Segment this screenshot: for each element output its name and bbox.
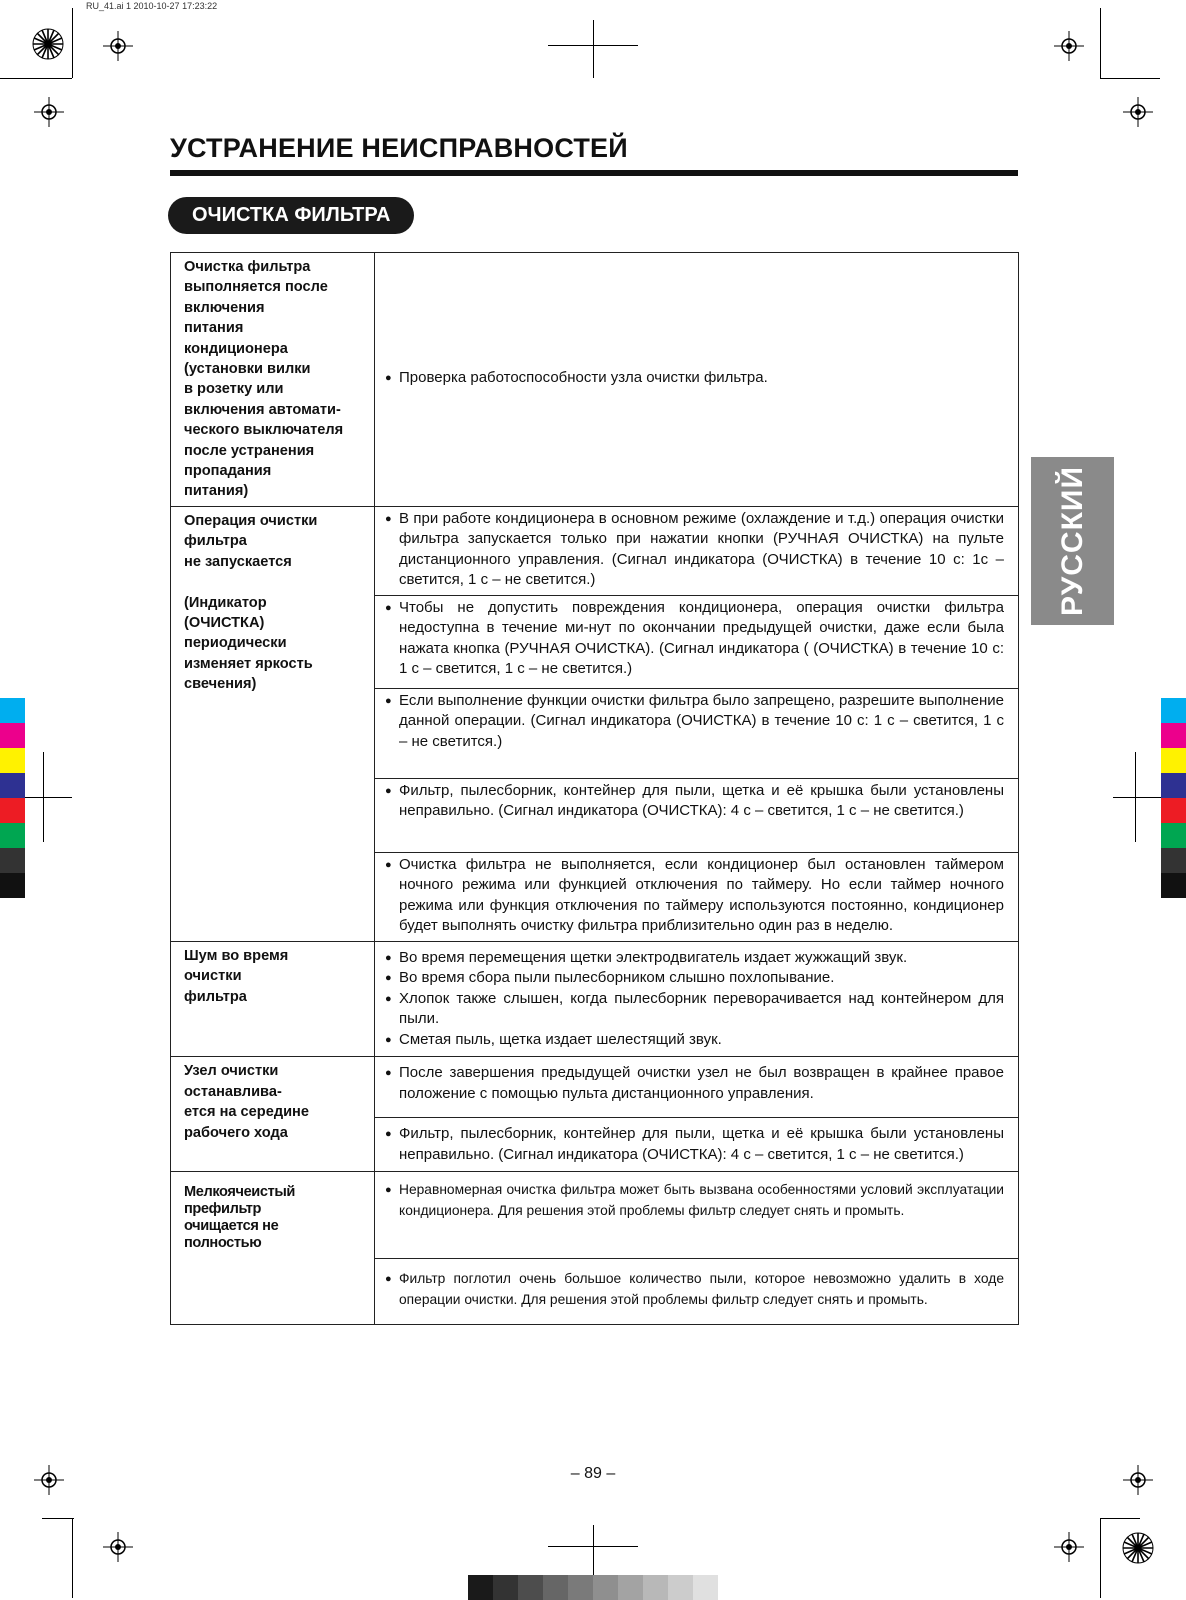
cause-cell bbox=[375, 506, 1019, 941]
condition-text: Операция очистки фильтра не запускается (Индикатор (ОЧИСТКА) периодически изменяет яркость свечения) bbox=[184, 512, 318, 693]
cause-item: ● Хлопок также слышен, когда пылесборник переворачивается над контейнером для пыли. bbox=[385, 989, 1004, 1030]
color-swatch bbox=[1161, 848, 1186, 873]
bullet-icon: ● bbox=[385, 1128, 392, 1141]
crop-mark bbox=[1100, 8, 1101, 78]
cause-list bbox=[375, 942, 1018, 1057]
gray-swatch bbox=[593, 1575, 618, 1600]
section-heading: ОЧИСТКА ФИЛЬТРА bbox=[168, 197, 414, 234]
crop-mark bbox=[1100, 78, 1160, 79]
bullet-icon: ● bbox=[385, 372, 392, 385]
color-swatch bbox=[1161, 748, 1186, 773]
gray-swatch bbox=[568, 1575, 593, 1600]
color-calibration-bar-right bbox=[1161, 698, 1186, 898]
cause-cell bbox=[375, 1057, 1019, 1172]
target-mark-icon bbox=[1054, 31, 1084, 61]
condition-text: Шум во время очистки фильтра bbox=[184, 947, 289, 1005]
registration-mark-icon bbox=[32, 28, 64, 60]
target-mark-icon bbox=[103, 31, 133, 61]
color-swatch bbox=[1161, 798, 1186, 823]
bullet-icon: ● bbox=[385, 1273, 392, 1286]
cause-item: ● Фильтр поглотил очень большое количество пыли, которое невозможно удалить в ходе операции очистки. Для решения этой проблемы фильтр следует снять и промыть. bbox=[375, 1258, 1018, 1324]
color-swatch bbox=[1161, 773, 1186, 798]
bullet-icon: ● bbox=[385, 784, 392, 797]
target-mark-icon bbox=[1054, 1532, 1084, 1562]
crop-mark bbox=[72, 8, 73, 78]
cause-item: ● Очистка фильтра не выполняется, если кондиционер был остановлен таймером ночного режима или функцией отключения по таймеру. Но если таймер ночного режима или функция отключения по таймеру используются постоянно, кондиционер будет выполнять очистку фильтра приблизительно один раз в неделю. bbox=[375, 852, 1018, 941]
page-number: – 89 – bbox=[570, 1465, 616, 1482]
color-calibration-bar-left bbox=[0, 698, 25, 898]
color-swatch bbox=[1161, 698, 1186, 723]
color-swatch bbox=[1161, 723, 1186, 748]
bullet-icon: ● bbox=[385, 951, 392, 964]
cause-item: ● Проверка работоспособности узла очистки фильтра. bbox=[375, 366, 1018, 393]
gray-swatch bbox=[518, 1575, 543, 1600]
table-row bbox=[171, 1057, 1019, 1172]
cause-item: ● Во время перемещения щетки электродвигатель издает жужжащий звук. bbox=[385, 948, 1004, 969]
condition-text: Мелкоячеистый префильтр очищается не полностью bbox=[184, 1184, 295, 1252]
cause-item: ● Неравномерная очистка фильтра может быть вызвана особенностями условий эксплуатации кондиционера. Для решения этой проблемы фильтр следует снять и промыть. bbox=[375, 1172, 1018, 1258]
crop-mark bbox=[42, 1518, 74, 1519]
cause-item: ● Чтобы не допустить повреждения кондиционера, операция очистки фильтра недоступна в течение ми-нут по окончании предыдущей очистки, даже если была нажата кнопка (РУЧНАЯ ОЧИСТКА). (Сигнал индикатора ( (ОЧИСТКА) в течение 10 с: 1 с – светится, 1 с – не светится.) bbox=[375, 595, 1018, 688]
bullet-icon: ● bbox=[385, 694, 392, 707]
condition-cell bbox=[171, 253, 375, 507]
condition-cell bbox=[171, 506, 375, 941]
condition-cell bbox=[171, 1172, 375, 1325]
table-row bbox=[171, 253, 1019, 507]
gray-swatch bbox=[493, 1575, 518, 1600]
condition-text: Узел очистки останавлива- ется на середине рабочего хода bbox=[184, 1063, 309, 1141]
gray-calibration-bar bbox=[468, 1575, 718, 1600]
bullet-icon: ● bbox=[385, 992, 392, 1005]
crop-mark bbox=[1100, 1518, 1101, 1598]
gray-swatch bbox=[543, 1575, 568, 1600]
bullet-icon: ● bbox=[385, 858, 392, 871]
title-rule bbox=[170, 170, 1018, 176]
gray-swatch bbox=[643, 1575, 668, 1600]
target-mark-icon bbox=[34, 97, 64, 127]
cause-item: ● Сметая пыль, щетка издает шелестящий звук. bbox=[385, 1030, 1004, 1051]
center-mark bbox=[1135, 752, 1136, 842]
print-header: RU_41.ai 1 2010-10-27 17:23:22 bbox=[86, 1, 218, 11]
color-swatch bbox=[0, 798, 25, 823]
condition-text: Очистка фильтра выполняется после включения питания кондиционера (установки вилки в розетку или включения автомати- ческого выключателя после устранения пропадания питания) bbox=[184, 259, 344, 500]
bullet-icon: ● bbox=[385, 601, 392, 614]
color-swatch bbox=[0, 698, 25, 723]
cause-cell bbox=[375, 253, 1019, 507]
troubleshooting-table bbox=[170, 252, 1019, 1325]
language-tab bbox=[1031, 457, 1114, 625]
color-swatch bbox=[0, 848, 25, 873]
target-mark-icon bbox=[1123, 97, 1153, 127]
cause-item: ● Фильтр, пылесборник, контейнер для пыли, щетка и её крышка были установлены неправильно. (Сигнал индикатора (ОЧИСТКА): 4 с – светится, 1 с – не светится.) bbox=[375, 778, 1018, 852]
color-swatch bbox=[1161, 823, 1186, 848]
cause-cell bbox=[375, 1172, 1019, 1325]
crop-mark bbox=[0, 78, 72, 79]
page-title: УСТРАНЕНИЕ НЕИСПРАВНОСТЕЙ bbox=[170, 133, 628, 163]
cause-item: ● В при работе кондиционера в основном режиме (охлаждение и т.д.) операция очистки фильтра запускается только при нажатии кнопки (РУЧНАЯ ОЧИСТКА) на пульте дистанционного управления. (Сигнал индикатора (ОЧИСТКА) в течение 10 с: 1с – светится, 1 с – не светится.) bbox=[375, 507, 1018, 595]
table-row bbox=[171, 506, 1019, 941]
registration-mark-icon bbox=[1122, 1532, 1154, 1564]
target-mark-icon bbox=[103, 1532, 133, 1562]
gray-swatch bbox=[468, 1575, 493, 1600]
crop-mark bbox=[72, 1518, 73, 1598]
bullet-icon: ● bbox=[385, 512, 392, 525]
cause-item: ● Фильтр, пылесборник, контейнер для пыли, щетка и её крышка были установлены неправильно. (Сигнал индикатора (ОЧИСТКА): 4 с – светится, 1 с – не светится.) bbox=[375, 1117, 1018, 1171]
bullet-icon: ● bbox=[385, 1033, 392, 1046]
cause-item: ● Если выполнение функции очистки фильтра было запрещено, разрешите выполнение данной операции. (Сигнал индикатора (ОЧИСТКА) в течение 10 с: 1 с – светится, 1 с – не светится.) bbox=[375, 688, 1018, 778]
condition-cell bbox=[171, 1057, 375, 1172]
color-swatch bbox=[0, 723, 25, 748]
bullet-icon: ● bbox=[385, 1184, 392, 1197]
bullet-icon: ● bbox=[385, 972, 392, 985]
color-swatch bbox=[0, 773, 25, 798]
table-row bbox=[171, 941, 1019, 1057]
gray-swatch bbox=[693, 1575, 718, 1600]
cause-cell bbox=[375, 941, 1019, 1057]
color-swatch bbox=[0, 873, 25, 898]
cause-item: ● После завершения предыдущей очистки узел не был возвращен в крайнее правое положение с помощью пульта дистанционного управления. bbox=[375, 1057, 1018, 1117]
language-tab-label: РУССКИЙ bbox=[1055, 465, 1089, 617]
center-mark bbox=[593, 20, 594, 78]
gray-swatch bbox=[618, 1575, 643, 1600]
crop-mark bbox=[1100, 1518, 1140, 1519]
center-mark bbox=[43, 752, 44, 842]
color-swatch bbox=[0, 823, 25, 848]
color-swatch bbox=[1161, 873, 1186, 898]
color-swatch bbox=[0, 748, 25, 773]
cause-item: ● Во время сбора пыли пылесборником слышно похлопывание. bbox=[385, 968, 1004, 989]
condition-cell bbox=[171, 941, 375, 1057]
table-row bbox=[171, 1172, 1019, 1325]
gray-swatch bbox=[668, 1575, 693, 1600]
bullet-icon: ● bbox=[385, 1067, 392, 1080]
